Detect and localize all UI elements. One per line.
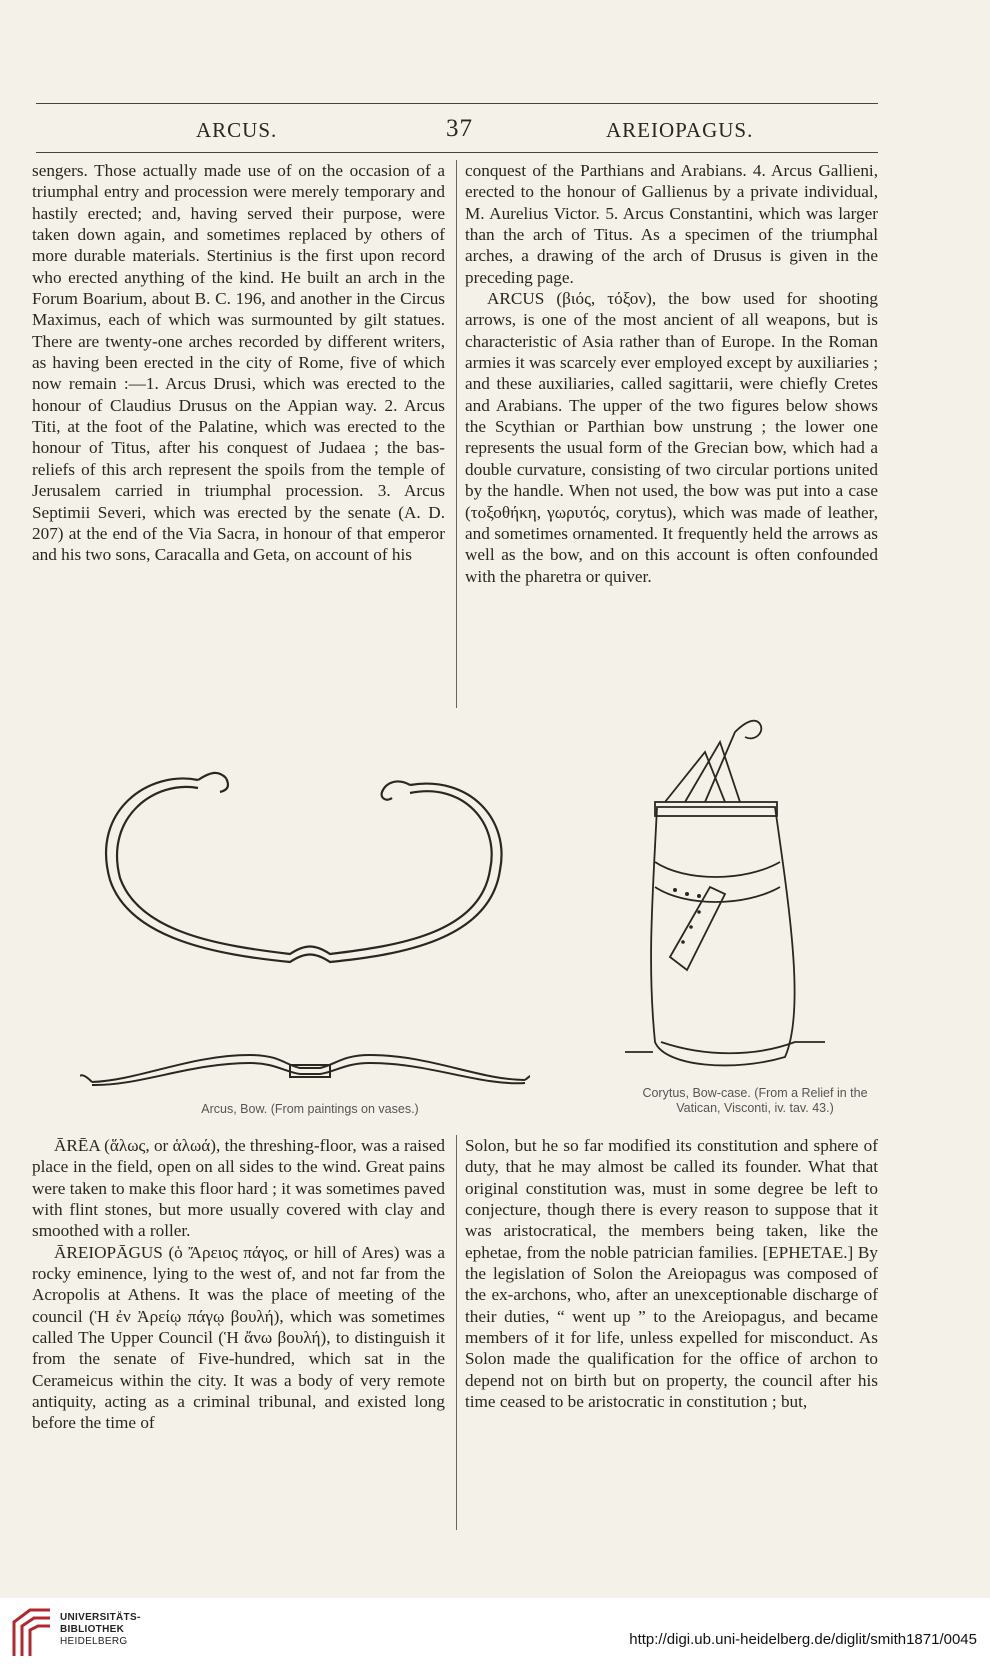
corytus-base: [661, 1042, 825, 1053]
page-number: 37: [446, 115, 473, 142]
paragraph: sengers. Those actually made use of on the occasion of a triumphal entry and procession were merely temporary and hastily erected; and, having served their purpose, were taken down again, and sometimes replaced by others of more durable materials. Stertinius is the first upon record who erected anything of the kind. He built an arch in the Forum Boarium, about B. C. 196, and another in the Circus Maximus, each of which was surmounted by gilt statues. There are twenty-one arches recorded by different writers, as having been erected in the city of Rome, five of which now remain :—1. Arcus Drusi, which was erected to the honour of Claudius Drusus on the Appian way. 2. Arcus Titi, at the foot of the Palatine, which was erected to the honour of Titus, after his conquest of Judaea ; the bas-reliefs of this arch represent the spoils from the temple of Jerusalem carried in triumphal procession. 3. Arcus Septimii Severi, which was erected by the senate (A. D. 207) at the end of the Via Sacra, in honour of that emperor and his two sons, Caracalla and Geta, on account of his: [32, 161, 445, 565]
bottom-right-column: [465, 1135, 878, 1412]
running-head: [36, 115, 878, 148]
figure-caption-bow: Arcus, Bow. (From paintings on vases.): [201, 1102, 419, 1116]
top-right-column: [465, 160, 878, 587]
grecian-bow: [80, 1055, 530, 1085]
corytus-band-1: [655, 862, 780, 877]
scythian-bow-unstrung: [106, 773, 501, 962]
figure-caption-corytus: [560, 1086, 950, 1116]
corytus-rim: [655, 802, 777, 816]
source-url-link[interactable]: http://digi.ub.uni-heidelberg.de/diglit/smith1871/0045: [629, 1631, 977, 1648]
paragraph-arcus-bow: ARCUS (βιός, τόξον), the bow used for shooting arrows, is one of the most ancient of all weapons, but is characteristic of Asia rather than of Europe. In the Roman armies it was scarcely ever employed except by auxiliaries ; and these auxiliaries, called sagittarii, were chiefly Cretes and Arabians. The upper of the two figures below shows the Scythian or Parthian bow unstrung ; the lower one represents the usual form of the Grecian bow, which had a double curvature, consisting of two circular portions united by the handle. When not used, the bow was put into a case (τοξοθήκη, γωρυτός, corytus), which was made of leather, and sometimes ornamented. It frequently held the arrows as well as the bow, and on this account is often confounded with the pharetra or quiver.: [465, 289, 878, 586]
header-bottom-rule: [36, 152, 878, 153]
header-top-rule: [36, 103, 878, 104]
running-head-right: AREIOPAGUS.: [606, 118, 754, 142]
library-line: HEIDELBERG: [60, 1636, 128, 1647]
caption-line: Vatican, Visconti, iv. tav. 43.): [676, 1101, 834, 1115]
paragraph-areiopagus: ĀREIOPĀGUS (ὁ Ἄρειος πάγος, or hill of Ares) was a rocky eminence, lying to the west of, and not far from the Acropolis at Athens. It was the place of meeting of the council (Ἡ ἐν Ἀρείῳ πάγῳ βουλή), which was sometimes called The Upper Council (Ἡ ἄνω βουλή), to distinguish it from the senate of Five-hundred, which sat in the Cerameicus within the city. It was a body of very remote antiquity, acting as a criminal tribunal, and existed long before the time of: [32, 1242, 445, 1433]
bow-tip: [705, 721, 761, 802]
paragraph: Solon, but he so far modified its constitution and sphere of duty, that he may almost be called its founder. What that original constitution was, must in some degree be left to conjecture, though there is every reason to suppose that it was aristocratical, the members being taken, like the ephetae, from the noble patrician families. [EPHETAE.] By the legislation of Solon the Areiopagus was composed of the ex-archons, who, after an unexceptionable discharge of their duties, “ went up ” to the Areiopagus, and became members of it for life, unless expelled for misconduct. As Solon made the qualification for the office of archon to depend not on birth but on property, the council after his time ceased to be aristocratic in constitution ; but,: [465, 1136, 878, 1412]
library-logo-icon: [10, 1604, 54, 1660]
column-divider: [456, 1135, 457, 1530]
top-left-column: [32, 160, 445, 566]
bow-illustration: [80, 730, 530, 1100]
corytus-body: [651, 807, 795, 1065]
library-name: [60, 1612, 141, 1648]
bottom-left-column: [32, 1135, 445, 1434]
corytus-illustration: [595, 712, 915, 1102]
column-divider: [456, 160, 457, 708]
caption-line: Corytus, Bow-case. (From a Relief in the: [642, 1086, 868, 1100]
paragraph: conquest of the Parthians and Arabians. 4. Arcus Gallieni, erected to the honour of Gallienus by a private individual, M. Aurelius Victor. 5. Arcus Constantini, which was larger than the arch of Titus. As a specimen of the triumphal arches, a drawing of the arch of Drusus is given in the preceding page.: [465, 161, 878, 287]
running-head-left: ARCUS.: [196, 118, 278, 142]
library-line: BIBLIOTHEK: [60, 1624, 125, 1635]
corytus-strap: [670, 887, 725, 970]
paragraph-area: ĀRĒA (ἅλως, or ἁλωά), the threshing-floor, was a raised place in the field, open on all sides to the wind. Great pains were taken to make this floor hard ; it was sometimes paved with flint stones, but more usually covered with clay and smoothed with a roller.: [32, 1136, 445, 1241]
library-line: UNIVERSITÄTS-: [60, 1612, 141, 1623]
